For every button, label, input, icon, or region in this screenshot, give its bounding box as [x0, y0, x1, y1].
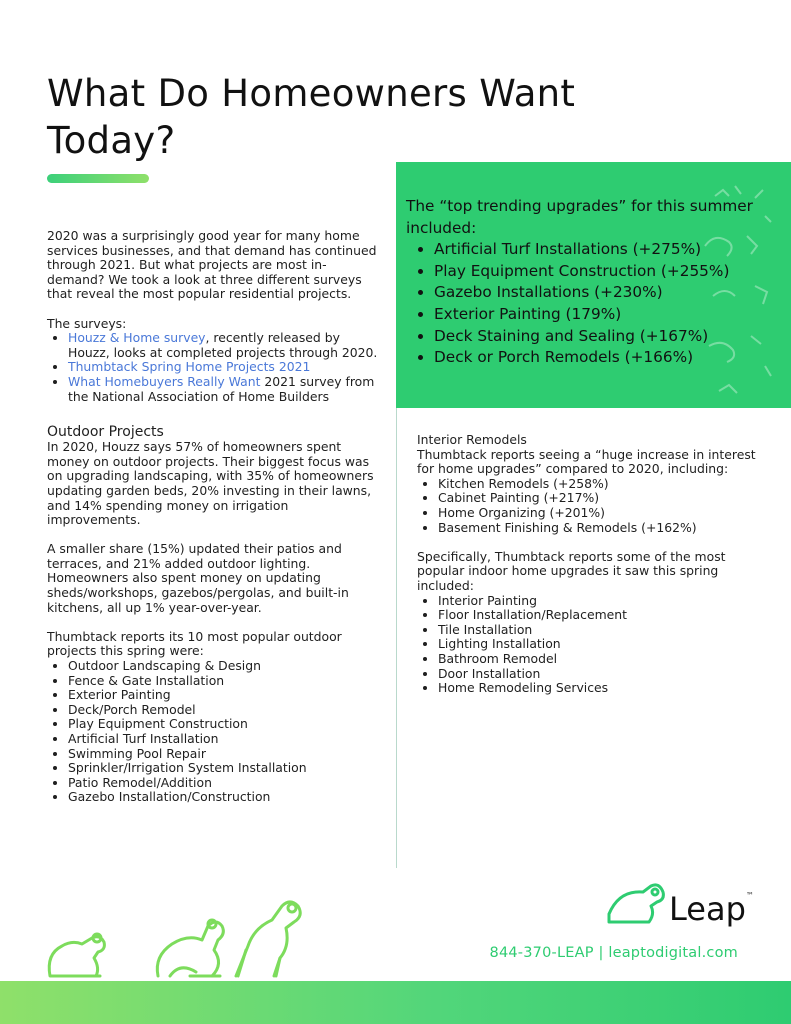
- surveys-list: [47, 331, 382, 404]
- list-item: • Play Equipment Construction (+255%): [434, 261, 776, 283]
- outdoor-paragraph-2: A smaller share (15%) updated their patios and terraces, and 21% added outdoor lighting. Homeowners also spent money on updating sheds/workshops, gazebos/pergolas, and built-in kitchens, all up 1% year-over-year.: [47, 541, 349, 615]
- list-item: • Door Installation: [438, 667, 767, 682]
- list-item: • Houzz & Home survey, recently released by Houzz, looks at completed projects through 2020.: [68, 331, 382, 360]
- list-item: • Bathroom Remodel: [438, 652, 767, 667]
- page-title: What Do Homeowners Want Today?: [47, 72, 576, 162]
- interior-paragraph-2: Specifically, Thumbtack reports some of the most popular indoor home upgrades it saw this spring included:: [417, 548, 726, 593]
- list-item: • Exterior Painting: [68, 688, 382, 703]
- trending-heading: The “top trending upgrades” for this summer included:: [406, 197, 753, 237]
- list-item: • Tile Installation: [438, 623, 767, 638]
- interior-paragraph-1: Thumbtack reports seeing a “huge increase in interest for home upgrades” compared to 2020, including:: [417, 446, 756, 477]
- list-item: • Patio Remodel/Addition: [68, 776, 382, 791]
- list-item: [68, 360, 382, 375]
- title-underline: [47, 174, 149, 183]
- list-item: • Deck or Porch Remodels (+166%): [434, 347, 776, 369]
- intro-paragraph: 2020 was a surprisingly good year for many home services businesses, and that demand has continued through 2021. But what projects are most in-demand? We took a look at three different surveys that reveal the most popular residential projects.: [47, 228, 377, 302]
- thumbtack-survey-link[interactable]: Thumbtack Spring Home Projects 2021: [68, 359, 311, 375]
- interior-list-2: [417, 594, 767, 696]
- list-item: • Swimming Pool Repair: [68, 747, 382, 762]
- outdoor-paragraph-1: In 2020, Houzz says 57% of homeowners spent money on outdoor projects. Their biggest focus was on upgrading landscaping, with 35% of homeowners updating garden beds, 20% investing in their lawns, and 14% spending money on irrigation improvements.: [47, 439, 374, 528]
- list-item: • Cabinet Painting (+217%): [438, 491, 767, 506]
- list-item: • Kitchen Remodels (+258%): [438, 477, 767, 492]
- outdoor-heading: Outdoor Projects: [47, 424, 164, 441]
- list-item: • Lighting Installation: [438, 637, 767, 652]
- list-item: • Play Equipment Construction: [68, 717, 382, 732]
- trademark-mark: ™: [746, 891, 754, 900]
- interior-list-1: [417, 477, 767, 535]
- list-item: • Gazebo Installations (+230%): [434, 282, 776, 304]
- list-item: • Floor Installation/Replacement: [438, 608, 767, 623]
- nahb-survey-link[interactable]: What Homebuyers Really Want: [68, 373, 261, 389]
- contact-info[interactable]: 844-370-LEAP | leaptodigital.com: [489, 945, 738, 961]
- list-item: • Deck/Porch Remodel: [68, 703, 382, 718]
- outdoor-list: [47, 659, 382, 805]
- right-column: [417, 433, 767, 696]
- list-item: • Deck Staining and Sealing (+167%): [434, 326, 776, 348]
- trending-list: [406, 239, 776, 369]
- trending-callout: [396, 162, 791, 408]
- left-column: [47, 229, 382, 805]
- footer-bar: [0, 981, 791, 1024]
- leap-frog-logo-icon: [603, 876, 763, 932]
- list-item: • Sprinkler/Irrigation System Installation: [68, 761, 382, 776]
- brand-name: Leap: [669, 890, 746, 928]
- list-item: • Home Remodeling Services: [438, 681, 767, 696]
- frog-illustration-icon: [40, 888, 310, 980]
- list-item: • Home Organizing (+201%): [438, 506, 767, 521]
- list-item: • Exterior Painting (179%): [434, 304, 776, 326]
- list-item: • Outdoor Landscaping & Design: [68, 659, 382, 674]
- houzz-survey-link[interactable]: Houzz & Home survey: [68, 330, 206, 346]
- list-item: • Gazebo Installation/Construction: [68, 790, 382, 805]
- list-item: • Artificial Turf Installations (+275%): [434, 239, 776, 261]
- interior-heading: Interior Remodels: [417, 432, 527, 447]
- list-item: • Interior Painting: [438, 594, 767, 609]
- surveys-heading: The surveys:: [47, 315, 127, 331]
- leap-logo: [603, 876, 763, 936]
- list-item: • Basement Finishing & Remodels (+162%): [438, 521, 767, 536]
- outdoor-paragraph-3: Thumbtack reports its 10 most popular outdoor projects this spring were:: [47, 628, 342, 659]
- column-divider: [396, 408, 397, 868]
- list-item: • Fence & Gate Installation: [68, 674, 382, 689]
- list-item: • What Homebuyers Really Want 2021 survey from the National Association of Home Builders: [68, 375, 382, 404]
- list-item: • Artificial Turf Installation: [68, 732, 382, 747]
